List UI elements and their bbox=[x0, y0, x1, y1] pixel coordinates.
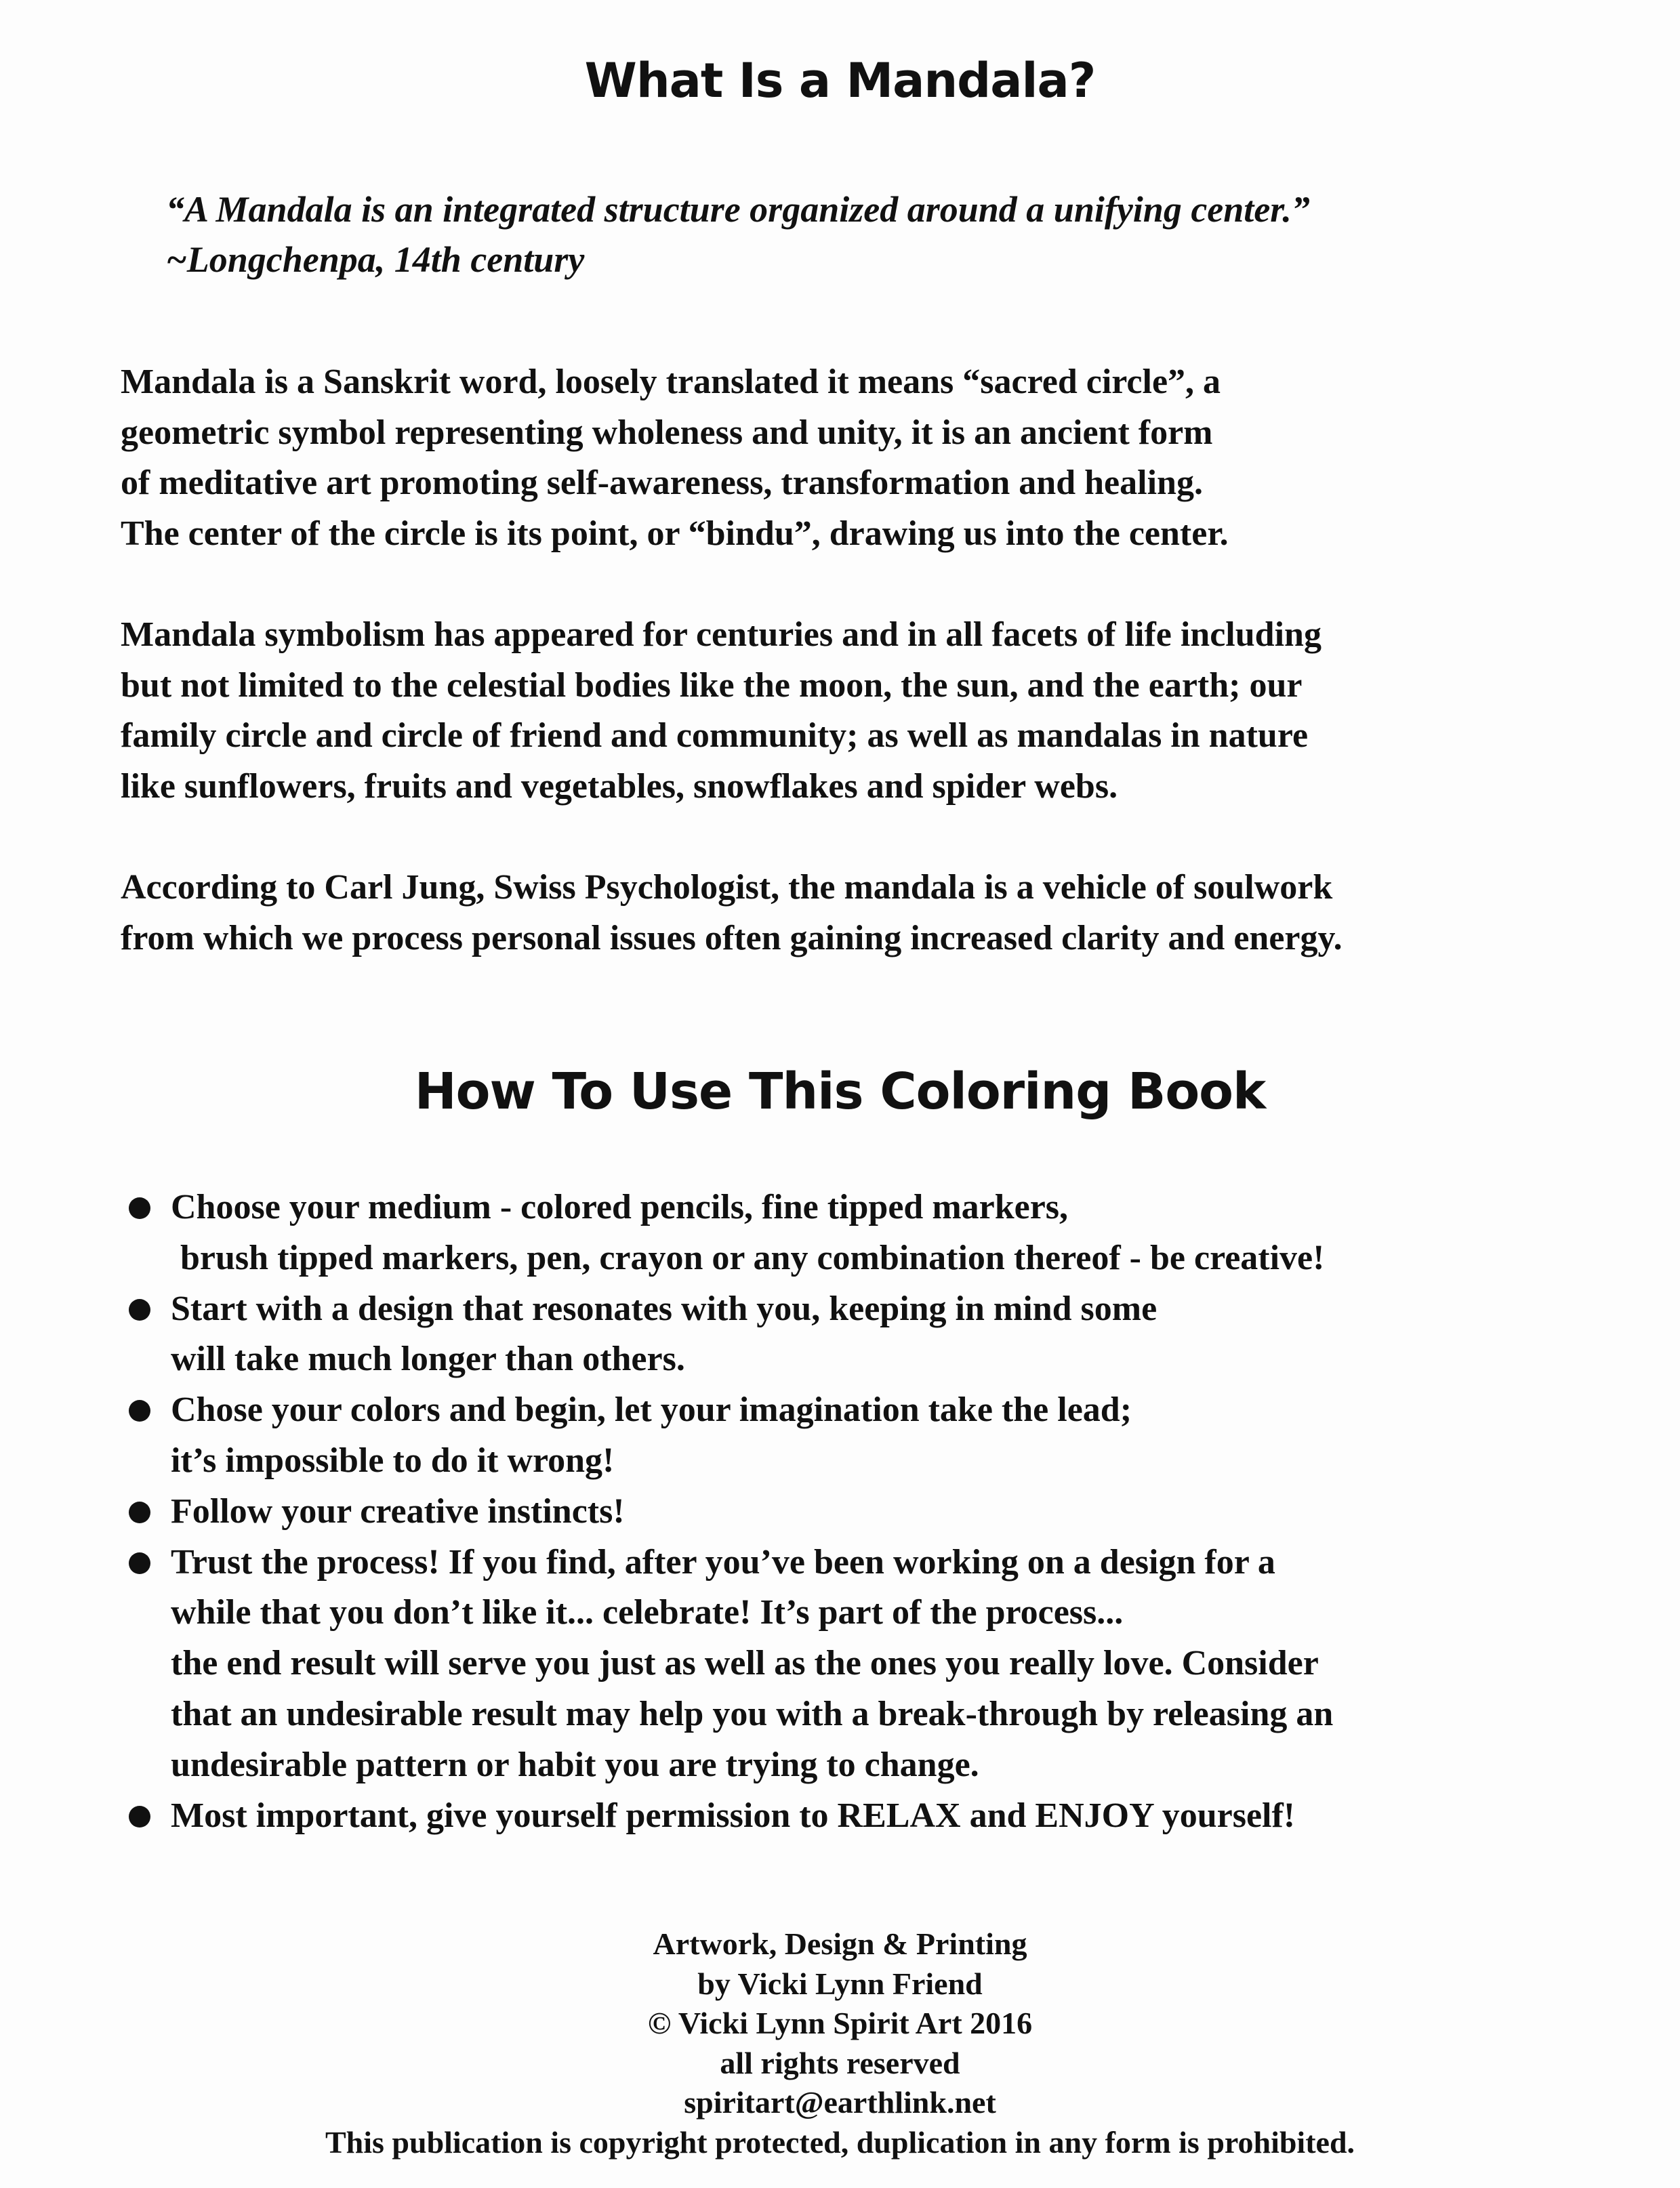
paragraph-line: According to Carl Jung, Swiss Psychologist, the mandala is a vehicle of soulwork bbox=[121, 868, 1333, 907]
list-item bbox=[129, 1487, 1654, 1537]
paragraph-line: Mandala is a Sanskrit word, loosely translated it means “sacred circle”, a bbox=[121, 363, 1221, 401]
credit-author: by Vicki Lynn Friend bbox=[697, 1966, 983, 2001]
list-item-line: Chose your colors and begin, let your imagination take the lead; bbox=[171, 1390, 1132, 1430]
list-item-line: Trust the process! If you find, after you’ve been working on a design for a bbox=[171, 1542, 1275, 1582]
paragraph-line: of meditative art promoting self-awareness, transformation and healing. bbox=[121, 463, 1203, 502]
bullet-icon bbox=[129, 1197, 150, 1219]
contact-email: spiritart@earthlink.net bbox=[684, 2085, 996, 2120]
page-title: What Is a Mandala? bbox=[584, 53, 1096, 108]
bullet-icon bbox=[129, 1806, 150, 1828]
list-item-line: that an undesirable result may help you with a break-through by releasing an bbox=[171, 1694, 1334, 1733]
credits-footer bbox=[0, 1924, 1680, 2162]
copyright-line: © Vicki Lynn Spirit Art 2016 bbox=[647, 2006, 1033, 2040]
section-title-how-to: How To Use This Coloring Book bbox=[414, 1062, 1266, 1121]
list-item bbox=[129, 1791, 1654, 1842]
paragraph-line: family circle and circle of friend and community; as well as mandalas in nature bbox=[121, 716, 1309, 755]
epigraph-quote bbox=[166, 184, 1589, 285]
list-item bbox=[129, 1182, 1654, 1284]
paragraph-mandala-symbolism bbox=[121, 610, 1612, 812]
quote-text: “A Mandala is an integrated structure organized around a unifying center.” bbox=[166, 189, 1310, 230]
list-item-line: it’s impossible to do it wrong! bbox=[171, 1441, 615, 1480]
paragraph-line: geometric symbol representing wholeness and unity, it is an ancient form bbox=[121, 413, 1213, 452]
instructions-list bbox=[129, 1182, 1654, 1841]
bullet-icon bbox=[129, 1400, 150, 1422]
copyright-notice: This publication is copyright protected, duplication in any form is prohibited. bbox=[325, 2124, 1355, 2160]
list-item-line: Follow your creative instincts! bbox=[171, 1491, 625, 1531]
list-item bbox=[129, 1385, 1654, 1487]
list-item bbox=[129, 1284, 1654, 1386]
bullet-icon bbox=[129, 1552, 150, 1574]
paragraph-line: but not limited to the celestial bodies like the moon, the sun, and the earth; our bbox=[121, 665, 1303, 705]
quote-attribution: ~Longchenpa, 14th century bbox=[166, 239, 585, 280]
list-item-line: Start with a design that resonates with you, keeping in mind some bbox=[171, 1289, 1157, 1328]
list-item-line: while that you don’t like it... celebrate! It’s part of the process... bbox=[171, 1593, 1124, 1632]
bullet-icon bbox=[129, 1299, 150, 1321]
list-item-line: will take much longer than others. bbox=[171, 1340, 685, 1379]
credit-line: Artwork, Design & Printing bbox=[653, 1926, 1027, 1961]
paragraph-line: from which we process personal issues often gaining increased clarity and energy. bbox=[121, 918, 1343, 957]
paragraph-line: Mandala symbolism has appeared for centuries and in all facets of life including bbox=[121, 615, 1322, 654]
list-item-line: the end result will serve you just as well as the ones you really love. Consider bbox=[171, 1644, 1319, 1683]
list-item bbox=[129, 1537, 1654, 1791]
paragraph-line: like sunflowers, fruits and vegetables, snowflakes and spider webs. bbox=[121, 766, 1118, 806]
paragraph-carl-jung bbox=[121, 863, 1612, 964]
list-item-line: Choose your medium - colored pencils, fine tipped markers, bbox=[171, 1188, 1069, 1226]
bullet-icon bbox=[129, 1502, 150, 1523]
list-item-line: Most important, give yourself permission to RELAX and ENJOY yourself! bbox=[171, 1796, 1296, 1835]
list-item-line: undesirable pattern or habit you are trying to change. bbox=[171, 1745, 979, 1784]
paragraph-mandala-definition bbox=[121, 357, 1612, 559]
paragraph-line: The center of the circle is its point, or “bindu”, drawing us into the center. bbox=[121, 514, 1229, 553]
rights-line: all rights reserved bbox=[720, 2045, 960, 2080]
list-item-line: brush tipped markers, pen, crayon or any combination thereof - be creative! bbox=[180, 1238, 1325, 1277]
